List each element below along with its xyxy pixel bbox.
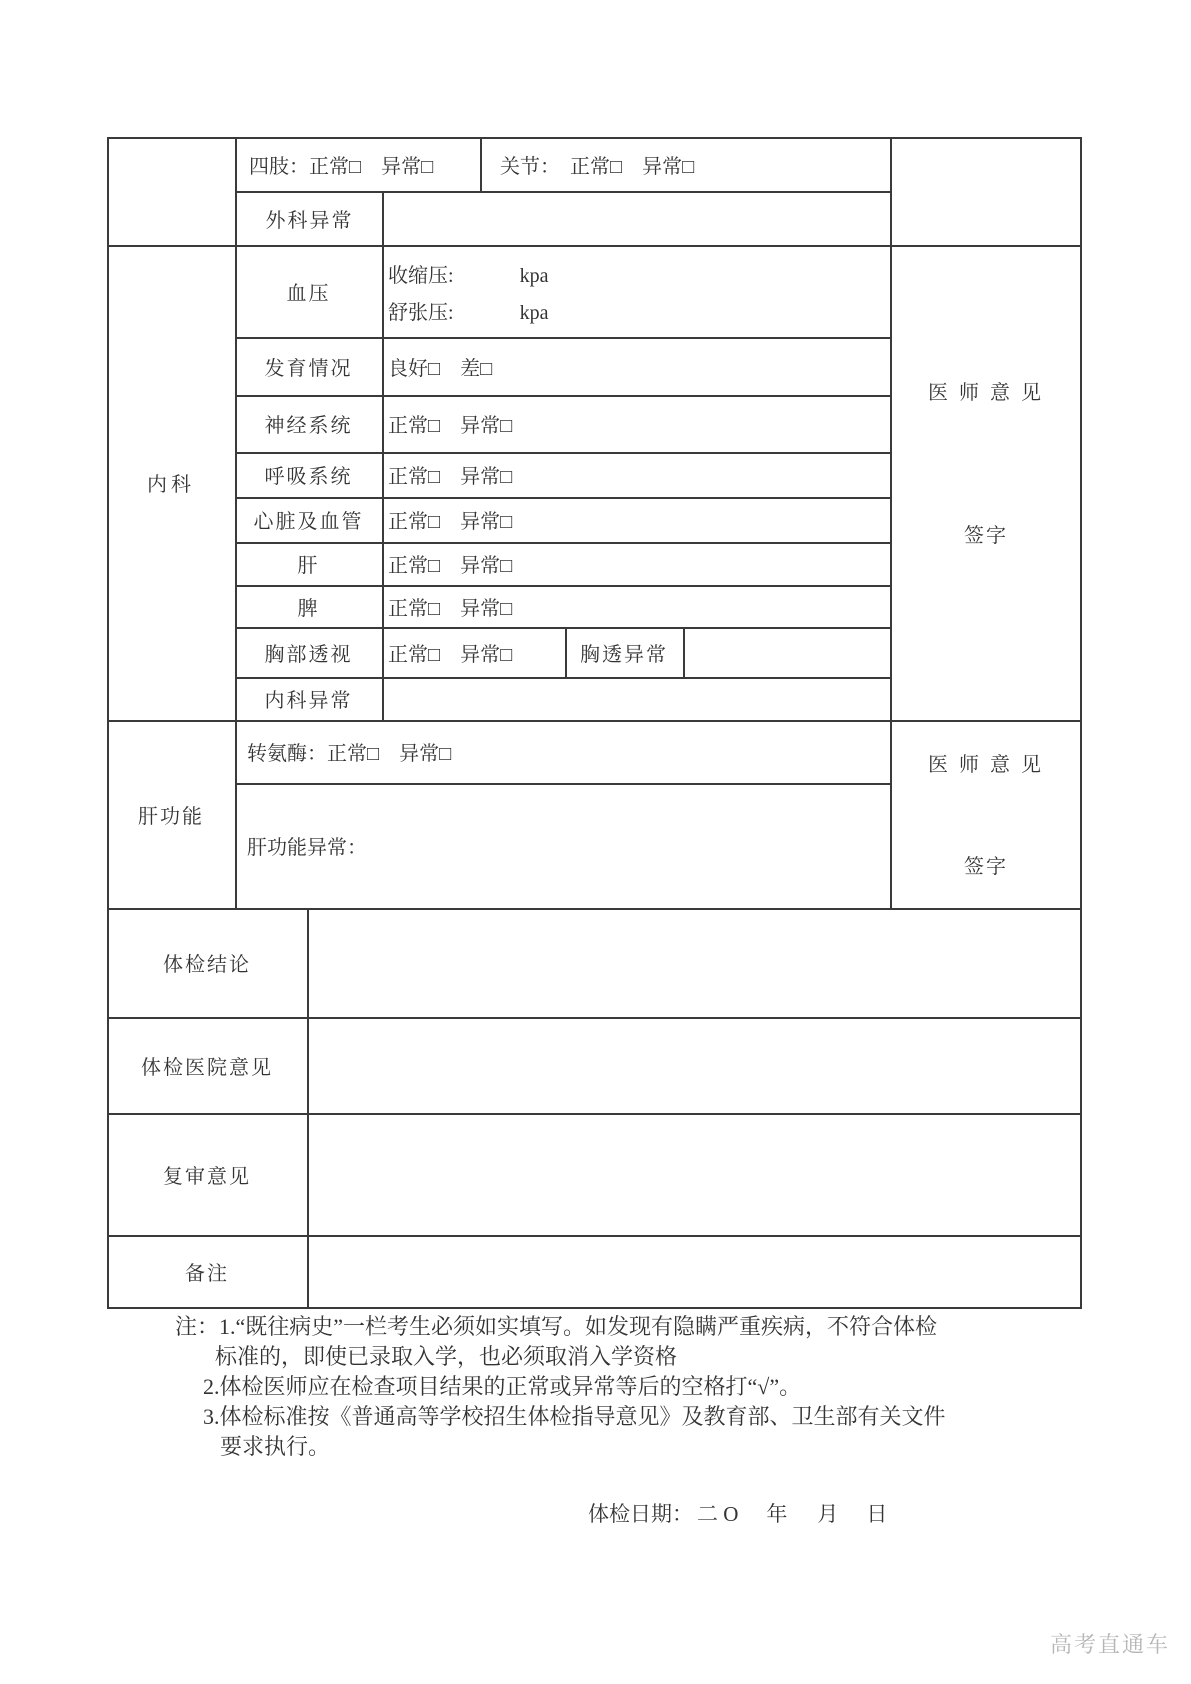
surgical-abnormal-label: 外科异常 bbox=[265, 209, 354, 232]
liver-sign-label: 签字 bbox=[964, 855, 1008, 878]
footnote-line: 标准的，即使已录取入学，也必须取消入学资格 bbox=[215, 1344, 678, 1369]
row-label-chest-xray: 胸部透视 bbox=[264, 643, 353, 666]
footnote-line: 3.体检标准按《普通高等学校招生体检指导意见》及教育部、卫生部有关文件 bbox=[203, 1404, 946, 1429]
row-label-respiratory-system: 呼吸系统 bbox=[264, 466, 353, 488]
liver-abnormal-field: 肝功能异常： bbox=[247, 837, 367, 859]
internal-doctor-opinion-label: 医 师 意 见 bbox=[928, 381, 1044, 404]
grid-line-v bbox=[1080, 137, 1082, 1309]
systolic-unit: kpa bbox=[519, 265, 549, 287]
grid-line-v bbox=[307, 908, 309, 1309]
diastolic-unit: kpa bbox=[519, 302, 549, 324]
transaminase-field: 转氨酶：正常□ 异常□ bbox=[247, 742, 452, 765]
footnote-line: 要求执行。 bbox=[220, 1434, 331, 1459]
joints-field: 关节： 正常□ 异常□ bbox=[500, 155, 695, 178]
row-value-respiratory-system: 正常□ 异常□ bbox=[388, 466, 513, 488]
footnote-line: 注：1.“既往病史”一栏考生必须如实填写。如发现有隐瞒严重疾病，不符合体检 bbox=[175, 1314, 938, 1339]
exam-date-line bbox=[588, 1498, 887, 1528]
grid-line-v bbox=[382, 191, 384, 722]
systolic-label: 收缩压: bbox=[388, 265, 454, 287]
row-label-liver: 肝 bbox=[297, 555, 320, 577]
conclusion-label: 体检结论 bbox=[163, 954, 251, 976]
exam-date-day: 日 bbox=[866, 1502, 888, 1526]
hospital-opinion-label: 体检医院意见 bbox=[141, 1056, 273, 1079]
row-label-spleen: 脾 bbox=[297, 597, 320, 620]
exam-date-label: 体检日期： bbox=[588, 1502, 693, 1526]
internal-sign-label: 签字 bbox=[964, 524, 1008, 547]
row-label-development: 发育情况 bbox=[264, 357, 353, 380]
review-opinion-label: 复审意见 bbox=[163, 1165, 251, 1188]
exam-date-century: 二 O bbox=[697, 1502, 739, 1526]
section-label-liver-function: 肝功能 bbox=[138, 805, 204, 828]
row-value-liver: 正常□ 异常□ bbox=[388, 555, 513, 577]
limbs-field: 四肢：正常□ 异常□ bbox=[249, 155, 434, 178]
grid-line-v bbox=[683, 627, 685, 679]
section-label-internal: 内科 bbox=[147, 474, 195, 496]
chest-abnormal-label: 胸透异常 bbox=[580, 643, 668, 666]
row-value-development: 良好□ 差□ bbox=[388, 357, 493, 380]
row-value-spleen: 正常□ 异常□ bbox=[388, 597, 513, 620]
blood-pressure-label: 血压 bbox=[286, 282, 331, 305]
footnotes bbox=[175, 1312, 946, 1462]
row-label-nervous-system: 神经系统 bbox=[264, 415, 353, 437]
blood-pressure-fields bbox=[388, 247, 548, 337]
exam-date-month: 月 bbox=[817, 1502, 839, 1526]
row-value-nervous-system: 正常□ 异常□ bbox=[388, 415, 513, 437]
internal-abnormal-label: 内科异常 bbox=[264, 690, 353, 712]
footnote-line: 2.体检医师应在检查项目结果的正常或异常等后的空格打“√”。 bbox=[203, 1374, 802, 1399]
grid-line-h bbox=[107, 1307, 1082, 1309]
row-value-heart-vessels: 正常□ 异常□ bbox=[388, 511, 513, 533]
liver-doctor-opinion-label: 医 师 意 见 bbox=[928, 753, 1044, 776]
row-value-chest-xray: 正常□ 异常□ bbox=[388, 643, 513, 666]
grid-line-v bbox=[480, 137, 482, 193]
remarks-label: 备注 bbox=[185, 1262, 229, 1285]
exam-date-year: 年 bbox=[766, 1502, 788, 1526]
diastolic-label: 舒张压: bbox=[388, 302, 454, 324]
watermark: 高考直通车 bbox=[1050, 1632, 1171, 1657]
row-label-heart-vessels: 心脏及血管 bbox=[253, 511, 364, 533]
